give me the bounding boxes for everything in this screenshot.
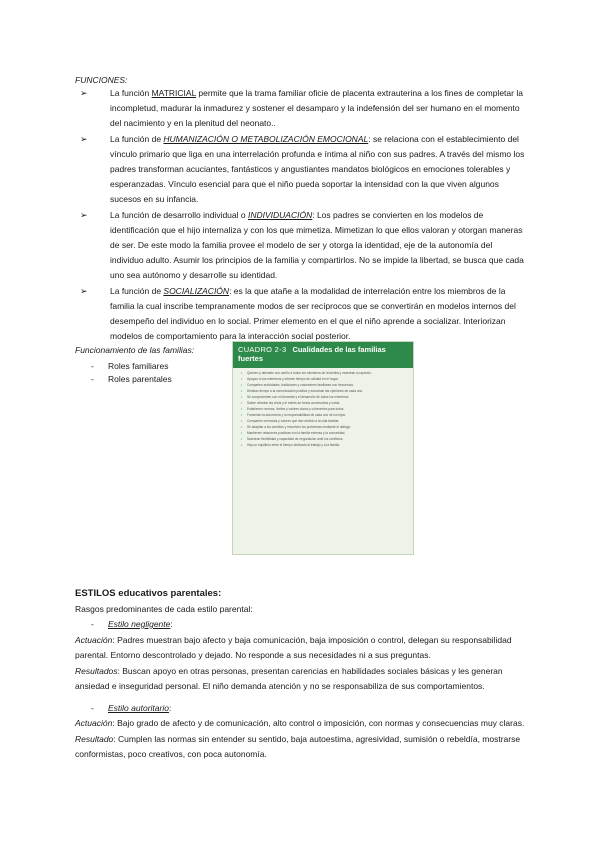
list-item: • Apoyan a sus miembros y ofrecen tiempo de calidad en el hogar. — [241, 377, 407, 382]
list-item: • Se adaptan a los cambios y resuelven los problemas mediante el diálogo. — [241, 425, 407, 430]
funciones-heading: FUNCIONES: — [75, 75, 128, 85]
funcion-individuacion: ➢ La función de desarrollo individual o INDIVIDUACIÓN: Los padres se convierten en los modelos de identificación que el hijo internaliza y con los que mimetiza. Mimetizan lo que ellos valoran y otorgan maneras de ser. De este modo la familia provee el modelo de ser y otorga la identidad, eje de la autonomía del individuo adulto. Asumir los principios de la familia y compartirlos. No se impide la libertad, se busca que cada uno sea autónomo y desarrolle su identidad. — [80, 209, 524, 281]
estilos-section — [75, 586, 535, 763]
estilos-subtitle: Rasgos predominantes de cada estilo parental: — [75, 603, 253, 614]
list-item: • Comparten actividades, tradiciones y costumbres familiares con frecuencia. — [241, 383, 407, 388]
list-item: - Roles parentales — [91, 374, 172, 384]
negligente-actuacion: Actuación: Padres muestran bajo afecto y baja comunicación, baja imposición o control, delegan su responsabilidad parental. Entorno descontrolado y dejado. No responde a sus necesidades ni a sus preguntas. — [75, 634, 512, 660]
list-item: • Quieren y atienden con cariño a todos los miembros de la familia y muestran su aprecio. — [241, 371, 407, 376]
list-item: • Muestran flexibilidad y capacidad de negociación ante los conflictos. — [241, 437, 407, 442]
autoritario-resultado: Resultado: Cumplen las normas sin entender su sentido, baja autoestima, agresividad, sumisión o rebeldía, mostrarse conformistas, poco creativos, con poca autonomía. — [75, 733, 521, 759]
cuadro-title: Cualidades de las familias fuertes — [238, 345, 386, 363]
term-humanizacion: HUMANIZACIÓN O METABOLIZACIÓN EMOCIONAL — [163, 133, 369, 144]
funciones-list — [76, 86, 526, 344]
arrow-bullet-icon: ➢ — [80, 209, 88, 220]
list-item: • Hay un equilibrio entre el tiempo dedicado al trabajo y a la familia. — [241, 443, 407, 448]
list-item: • Establecen normas, límites y valores claros y coherentes para todos. — [241, 407, 407, 412]
term-socializacion: SOCIALIZACIÓN — [163, 285, 230, 296]
list-item: • Fomentan la autonomía y la responsabilidad de cada uno de los hijos. — [241, 413, 407, 418]
autoritario-actuacion: Actuación: Bajo grado de afecto y de comunicación, alto control o imposición, con normas y consecuencias muy claras. — [75, 718, 525, 728]
arrow-bullet-icon: ➢ — [80, 88, 88, 98]
list-item: • Saben afrontar las crisis y el estrés de forma constructiva y unida. — [241, 401, 407, 406]
list-item: • Mantienen relaciones positivas con la familia extensa y la comunidad. — [241, 431, 407, 436]
list-item: • Comparten creencias y valores que dan sentido a la vida familiar. — [241, 419, 407, 424]
funcion-matricial: ➢ La función MATRICIAL permite que la trama familiar oficie de placenta extrauterina a los fines de completar la incompletud, madurar la inmadurez y sostener el desamparo y la indefensión del ser humano en el momento del nacimiento y en la plenitud del neonato.. — [80, 88, 523, 129]
familias-title: Funcionamiento de las familias: — [75, 345, 195, 355]
negligente-resultados: Resultados: Buscan apoyo en otras personas, presentan carencias en habilidades sociales básicas y les generan ansiedad e inseguridad personal. El niño demanda atención y no se responsabiliza de sus comportamientos. — [75, 665, 503, 691]
cuadro-figure — [232, 341, 414, 555]
arrow-bullet-icon: ➢ — [80, 285, 88, 296]
arrow-bullet-icon: ➢ — [80, 133, 88, 144]
estilo-negligente-heading: - Estilo negligente: — [91, 619, 173, 629]
term-matricial: MATRICIAL — [151, 88, 196, 98]
list-item: • Dedican tiempo a la comunicación positiva y escuchan las opiniones de cada uno. — [241, 389, 407, 394]
estilo-autoritario-heading: - Estilo autoritario: — [91, 702, 172, 713]
list-item: • Se comprometen con el bienestar y el desarrollo de todos los miembros. — [241, 395, 407, 400]
term-individuacion: INDIVIDUACIÓN — [247, 209, 313, 220]
cuadro-header — [233, 342, 413, 368]
list-item: - Roles familiares — [91, 361, 169, 371]
estilos-title: ESTILOS educativos parentales: — [75, 588, 222, 599]
familias-section — [75, 345, 215, 386]
funcion-humanizacion: ➢ La función de HUMANIZACIÓN O METABOLIZACIÓN EMOCIONAL: se relaciona con el establecimiento del vínculo primario que liga en una interrelación profunda e íntima al niño con sus padres. A través del mismo los padres transforman acuciantes, fantásticos y angustiantes mandatos biológicos en emociones tolerables y esperanzadas. Vínculo esencial para que el niño pueda soportar la intensidad con la que viven algunos sucesos en su infancia. — [80, 133, 525, 205]
funcion-socializacion: ➢ La función de SOCIALIZACIÓN: es la que atañe a la modalidad de interrelación entre los miembros de la familia la cual inscribe tempranamente modos de ser recíprocos que se convertirán en modelos internos del desempeño del individuo en lo social. Primer elemento en el que el niño aprende a socializar. Interiorizan modelos de comportamiento para la interacción social posterior. — [80, 285, 516, 342]
cuadro-label: CUADRO 2-3 — [238, 345, 287, 354]
cuadro-list — [233, 368, 413, 447]
